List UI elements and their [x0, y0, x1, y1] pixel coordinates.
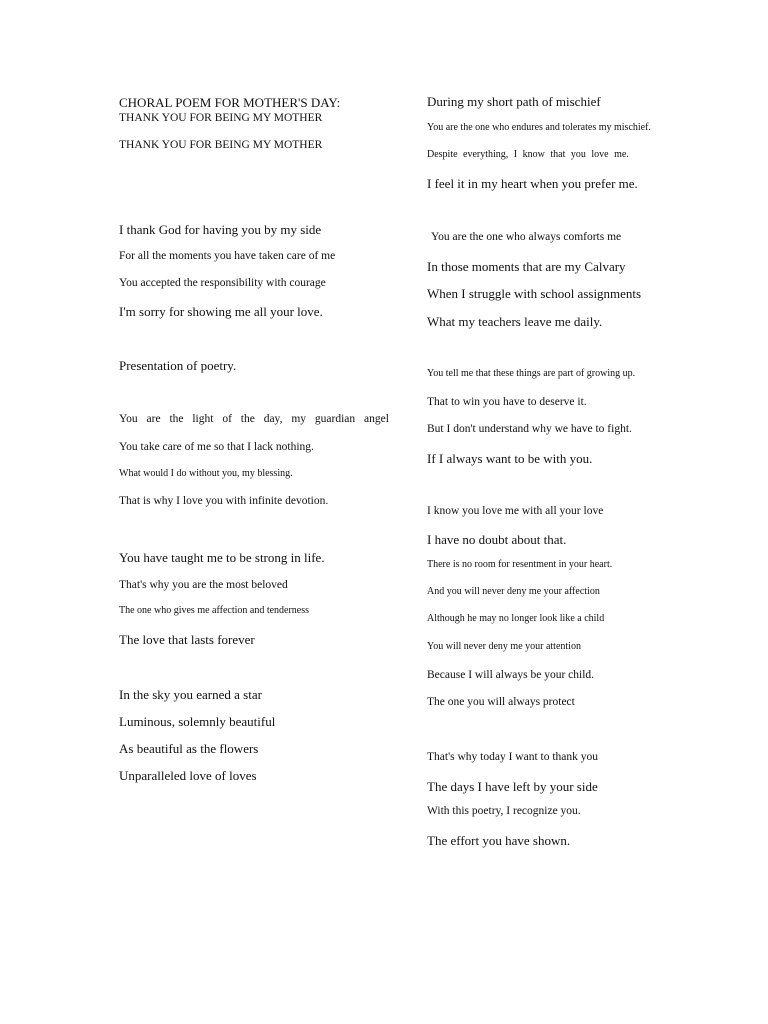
poem-line: You are the one who always comforts me	[431, 231, 622, 243]
poem-line: You are the light of the day, my guardian angel	[119, 413, 389, 425]
poem-subtitle: THANK YOU FOR BEING MY MOTHER	[119, 112, 323, 124]
poem-line: That's why you are the most beloved	[119, 579, 288, 591]
poem-line: For all the moments you have taken care of me	[119, 250, 336, 262]
poem-line: The effort you have shown.	[427, 833, 571, 848]
poem-line: I know you love me with all your love	[427, 505, 604, 517]
poem-line: Because I will always be your child.	[427, 669, 595, 681]
poem-line: The one who gives me affection and tenderness	[119, 605, 310, 616]
poem-line: Unparalleled love of loves	[119, 768, 257, 783]
poem-line: That to win you have to deserve it.	[427, 396, 587, 408]
poem-line: With this poetry, I recognize you.	[427, 805, 581, 817]
poem-line: What would I do without you, my blessing.	[119, 468, 293, 479]
poem-line: As beautiful as the flowers	[119, 741, 259, 756]
poem-line: I'm sorry for showing me all your love.	[119, 304, 323, 319]
poem-line: But I don't understand why we have to fight.	[427, 423, 632, 435]
poem-subtitle-repeat: THANK YOU FOR BEING MY MOTHER	[119, 139, 323, 151]
poem-line: The love that lasts forever	[119, 632, 255, 647]
poem-line: The days I have left by your side	[427, 779, 598, 794]
poem-line: And you will never deny me your affection	[427, 586, 600, 597]
poem-line: Despite everything, I know that you love me.	[427, 149, 629, 160]
poem-line: When I struggle with school assignments	[427, 286, 642, 301]
poem-line: That's why today I want to thank you	[427, 751, 599, 763]
poem-line: In the sky you earned a star	[119, 687, 262, 702]
poem-line: You have taught me to be strong in life.	[119, 550, 325, 565]
poem-line: In those moments that are my Calvary	[427, 259, 626, 274]
poem-line: You will never deny me your attention	[427, 641, 581, 652]
poem-line: You take care of me so that I lack nothing.	[119, 441, 314, 453]
poem-line: The one you will always protect	[427, 696, 575, 708]
poem-line: That is why I love you with infinite devotion.	[119, 495, 329, 507]
poem-line: You accepted the responsibility with courage	[119, 277, 326, 289]
poem-line: I thank God for having you by my side	[119, 222, 322, 237]
poem-line: If I always want to be with you.	[427, 451, 593, 466]
poem-line: There is no room for resentment in your heart.	[427, 559, 613, 570]
poem-line: Although he may no longer look like a child	[427, 613, 605, 624]
poem-line: I have no doubt about that.	[427, 532, 567, 547]
presentation-heading: Presentation of poetry.	[119, 358, 237, 373]
poem-line: I feel it in my heart when you prefer me.	[427, 176, 638, 191]
poem-line: You tell me that these things are part of growing up.	[427, 368, 636, 379]
poem-line: You are the one who endures and tolerates my mischief.	[427, 122, 651, 133]
poem-title: CHORAL POEM FOR MOTHER'S DAY:	[119, 95, 341, 110]
poem-line: What my teachers leave me daily.	[427, 314, 603, 329]
poem-line: Luminous, solemnly beautiful	[119, 714, 276, 729]
poem-line: During my short path of mischief	[427, 94, 601, 109]
